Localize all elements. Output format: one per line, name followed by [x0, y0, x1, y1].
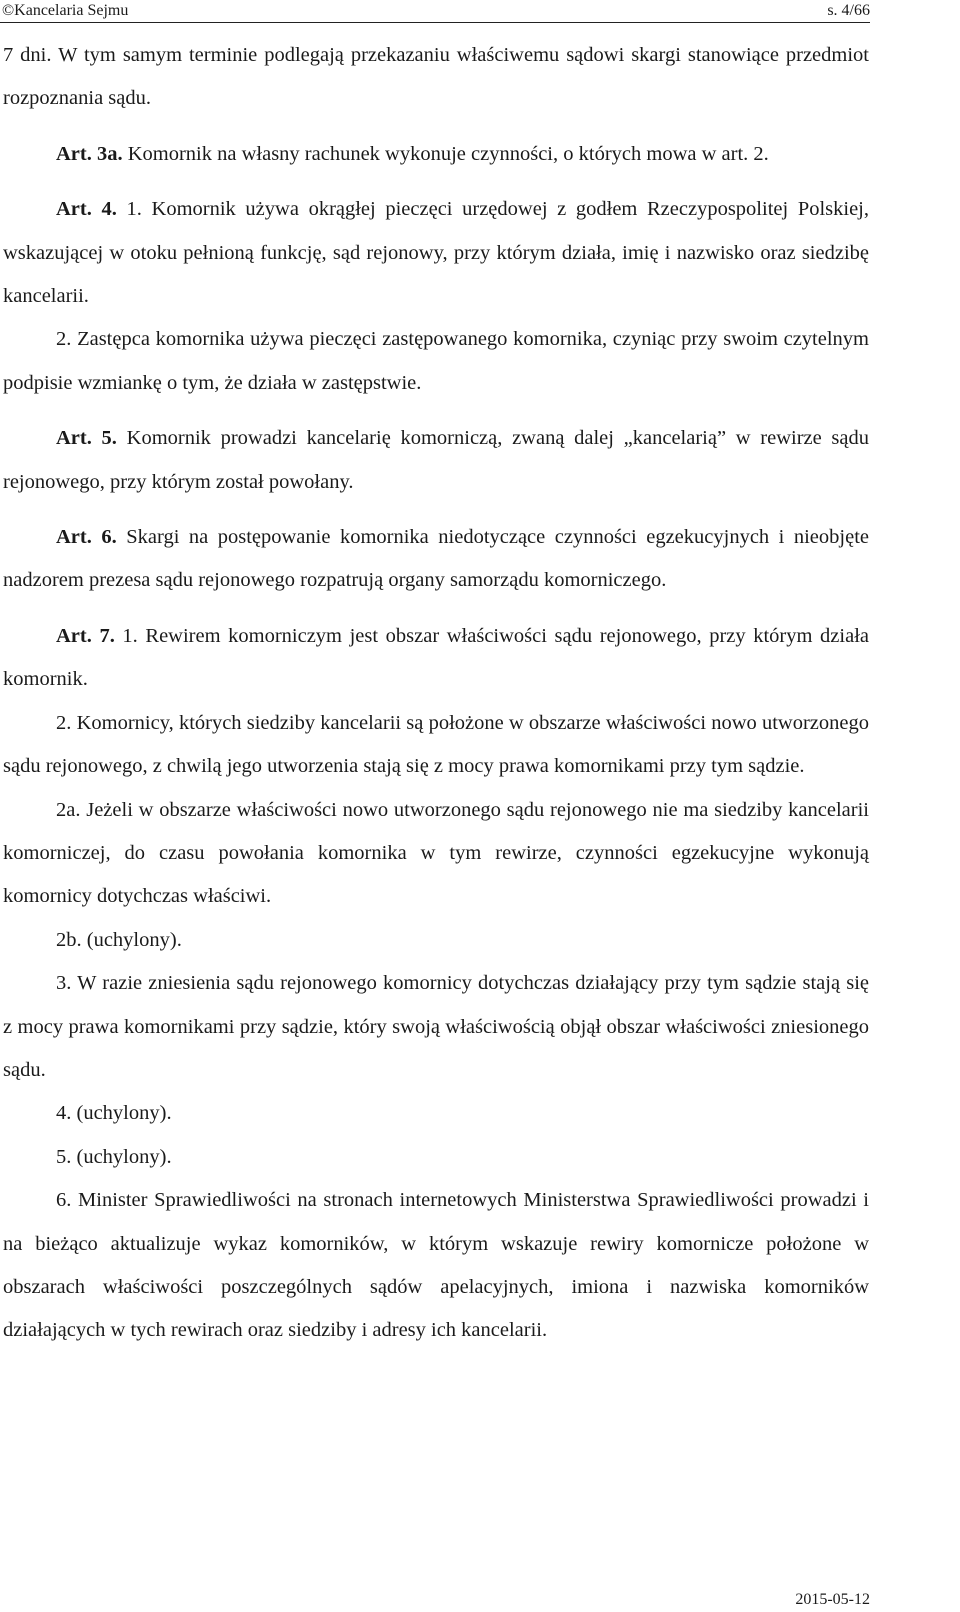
article-7-sec-6: 6. Minister Sprawiedliwości na stronach internetowych Ministerstwa Sprawiedliwości prowadzi i na bieżąco aktualizuje wykaz komorników, w którym wskazuje rewiry komornicze położone w obszarach właściwości poszczególnych sądów apelacyjnych, imiona i nazwiska komorników działających w tych rewirach oraz siedziby i adresy ich kancelarii.	[3, 1189, 869, 1342]
article-7-sec-2a: 2a. Jeżeli w obszarze właściwości nowo utworzonego sądu rejonowego nie ma siedziby kancelarii komorniczej, do czasu powołania komornika w tym rewirze, czynności egzekucyjne wykonują komornicy dotychczas właściwi.	[3, 798, 869, 908]
article-7-sec-1: Art. 7. 1. Rewirem komorniczym jest obszar właściwości sądu rejonowego, przy którym działa komornik.	[3, 624, 869, 691]
article-label: Art. 6.	[56, 526, 117, 549]
footer-date: 2015-05-12	[795, 1591, 870, 1608]
copyright-label: ©Kancelaria Sejmu	[2, 2, 129, 19]
document-body	[3, 34, 869, 1353]
article-label: Art. 5.	[56, 427, 117, 450]
article-4-sec-1: Art. 4. 1. Komornik używa okrągłej pieczęci urzędowej z godłem Rzeczypospolitej Polskiej, wskazującej w otoku pełnioną funkcję, sąd rejonowy, przy którym działa, imię i nazwisko oraz siedzibę kancelarii.	[3, 198, 870, 308]
article-6: Art. 6. Skargi na postępowanie komornika niedotyczące czynności egzekucyjnych i nieobjęte nadzorem prezesa sądu rejonowego rozpatrują organy samorządu komorniczego.	[3, 526, 869, 592]
article-7-sec-5: 5. (uchylony).	[56, 1145, 172, 1168]
article-label: Art. 4.	[56, 198, 117, 221]
article-7-sec-2: 2. Komornicy, których siedziby kancelarii są położone w obszarze właściwości nowo utworzonego sądu rejonowego, z chwilą jego utworzenia stają się z mocy prawa komornikami przy tym sądzie.	[3, 711, 869, 778]
article-7-sec-3: 3. W razie zniesienia sądu rejonowego komornicy dotychczas działający przy tym sądzie stają się z mocy prawa komornikami przy sądzie, który swoją właściwością objął obszar właściwości zniesionego sądu.	[3, 972, 869, 1081]
article-label: Art. 3a.	[56, 142, 123, 165]
article-label: Art. 7.	[56, 624, 115, 647]
article-5: Art. 5. Komornik prowadzi kancelarię komorniczą, zwaną dalej „kancelarią” w rewirze sądu rejonowego, przy którym został powołany.	[3, 427, 869, 493]
page-number: s. 4/66	[827, 2, 870, 19]
article-7-sec-4: 4. (uchylony).	[56, 1102, 172, 1125]
article-4-sec-2: 2. Zastępca komornika używa pieczęci zastępowanego komornika, czyniąc przy swoim czytelnym podpisie wzmiankę o tym, że działa w zastępstwie.	[3, 328, 869, 394]
paragraph-continuation: 7 dni. W tym samym terminie podlegają przekazaniu właściwemu sądowi skargi stanowiące przedmiot rozpoznania sądu.	[3, 44, 869, 110]
article-3a: Art. 3a. Komornik na własny rachunek wykonuje czynności, o których mowa w art. 2.	[56, 142, 769, 165]
article-7-sec-2b: 2b. (uchylony).	[56, 928, 182, 951]
page-header	[0, 0, 870, 24]
header-divider	[0, 22, 870, 23]
